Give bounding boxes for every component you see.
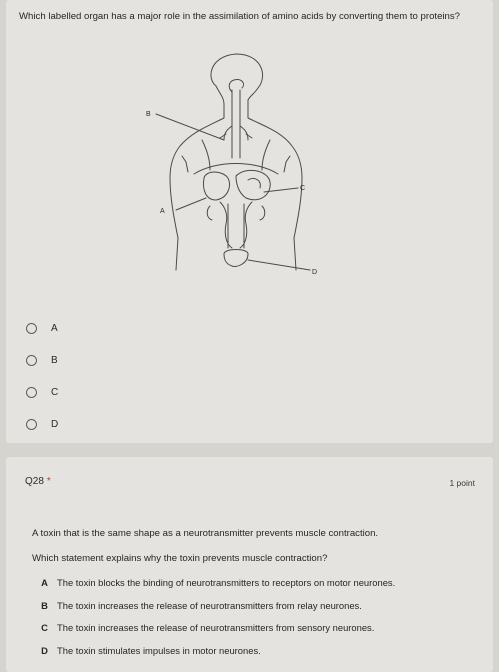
statement-letter: A: [41, 577, 48, 588]
statement-d: [32, 645, 487, 668]
label-d: D: [312, 269, 318, 276]
option-a[interactable]: [26, 312, 58, 344]
statement-a: [32, 577, 487, 600]
statement-letter: C: [41, 622, 48, 633]
statement-letter: D: [41, 644, 48, 656]
option-label: A: [51, 322, 58, 334]
human-body-diagram: [136, 48, 336, 288]
option-label: B: [51, 354, 58, 366]
option-label: C: [51, 386, 59, 398]
statement-c: [32, 622, 487, 645]
question-text: Which labelled organ has a major role in the assimilation of amino acids by converting them to proteins?: [19, 11, 461, 22]
radio-button[interactable]: [26, 419, 37, 430]
question-card-1: [6, 0, 493, 443]
label-b: B: [146, 111, 151, 118]
radio-button[interactable]: [26, 387, 37, 398]
label-a: A: [160, 208, 165, 215]
statement-text: The toxin stimulates impulses in motor neurones.: [57, 644, 261, 656]
statement-text: The toxin increases the release of neurotransmitters from sensory neurones.: [57, 622, 375, 633]
radio-button[interactable]: [26, 355, 37, 366]
statement-text: The toxin increases the release of neurotransmitters from relay neurones.: [57, 599, 362, 611]
option-d[interactable]: [26, 408, 58, 440]
question-number-text: Q28: [25, 476, 44, 487]
statement-text: The toxin blocks the binding of neurotransmitters to receptors on motor neurones.: [57, 577, 396, 588]
option-label: D: [51, 418, 59, 430]
question-text: A toxin that is the same shape as a neurotransmitter prevents muscle contraction.: [32, 528, 379, 539]
radio-button[interactable]: [26, 323, 37, 334]
answer-options: [26, 312, 58, 440]
question-subtext: Which statement explains why the toxin prevents muscle contraction?: [32, 553, 328, 564]
question-number: [25, 476, 51, 487]
required-marker: *: [46, 476, 51, 487]
question-card-2: [6, 457, 493, 672]
statement-letter: B: [41, 599, 48, 611]
points-label: 1 point: [449, 478, 475, 488]
statement-list: [32, 577, 487, 667]
option-b[interactable]: [26, 344, 58, 376]
option-c[interactable]: [26, 376, 58, 408]
statement-b: [32, 600, 487, 623]
label-c: C: [300, 185, 306, 192]
